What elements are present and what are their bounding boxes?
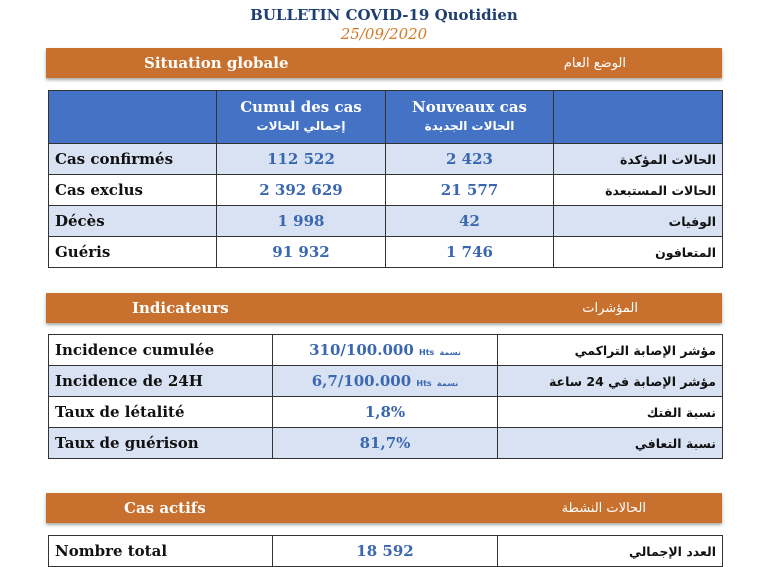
- header-new: [386, 91, 554, 144]
- indicator-value: [273, 335, 498, 366]
- indicator-label-fr: Taux de létalité: [49, 397, 273, 428]
- situation-table: [48, 90, 723, 268]
- table-row: [49, 335, 723, 366]
- indicator-value: [273, 366, 498, 397]
- header-new-ar: الحالات الجديدة: [424, 119, 515, 133]
- indicator-unit-ar: نسمة: [439, 348, 461, 357]
- actifs-table: [48, 535, 723, 567]
- indicateurs-band-fr: Indicateurs: [132, 299, 229, 317]
- row-new-value: 2 423: [386, 144, 554, 175]
- row-label-fr: Guéris: [49, 237, 217, 268]
- table-row: [49, 428, 723, 459]
- row-cumul-value: 1 998: [217, 206, 386, 237]
- row-cumul-value: 91 932: [217, 237, 386, 268]
- row-new-value: 1 746: [386, 237, 554, 268]
- row-label-fr: Cas exclus: [49, 175, 217, 206]
- indicator-label-fr: Taux de guérison: [49, 428, 273, 459]
- indicateurs-band-ar: المؤشرات: [582, 300, 638, 316]
- actifs-band: [46, 493, 722, 523]
- table-row: [49, 366, 723, 397]
- actifs-band-fr: Cas actifs: [124, 499, 206, 517]
- bulletin-date: 25/09/2020: [340, 25, 428, 43]
- header-cumul: [217, 91, 386, 144]
- row-new-value: 21 577: [386, 175, 554, 206]
- actifs-label-ar: العدد الإجمالي: [498, 536, 723, 567]
- row-label-fr: Cas confirmés: [49, 144, 217, 175]
- indicator-unit: Hts: [416, 379, 432, 388]
- header-cumul-ar: إجمالي الحالات: [256, 119, 346, 133]
- row-label-ar: المتعافون: [554, 237, 723, 268]
- indicator-unit-ar: نسمة: [436, 379, 459, 388]
- row-new-value: 42: [386, 206, 554, 237]
- row-label-ar: الوفيات: [554, 206, 723, 237]
- table-row: [49, 237, 723, 268]
- table-row: [49, 397, 723, 428]
- indicator-label-ar: نسبة الفتك: [498, 397, 723, 428]
- indicator-label-ar: نسبة التعافي: [498, 428, 723, 459]
- row-cumul-value: 112 522: [217, 144, 386, 175]
- row-label-ar: الحالات المؤكدة: [554, 144, 723, 175]
- indicator-label-fr: Incidence de 24H: [49, 366, 273, 397]
- indicator-label-ar: مؤشر الإصابة التراكمي: [498, 335, 723, 366]
- indicator-number: 6,7/100.000: [311, 372, 412, 390]
- actifs-label-fr: Nombre total: [49, 536, 273, 567]
- header-empty-cell-right: [554, 91, 723, 144]
- indicator-value: 1,8%: [273, 397, 498, 428]
- header-empty-cell: [49, 91, 217, 144]
- situation-band-fr: Situation globale: [144, 54, 289, 72]
- table-row: [49, 175, 723, 206]
- indicateurs-table: [48, 334, 723, 459]
- indicator-label-ar: مؤشر الإصابة في 24 ساعة: [498, 366, 723, 397]
- situation-header-row: [49, 91, 723, 144]
- situation-band: [46, 48, 722, 78]
- bulletin-title: BULLETIN COVID-19 Quotidien: [250, 6, 518, 24]
- header-new-fr: Nouveaux cas: [412, 98, 527, 116]
- actifs-band-ar: الحالات النشطة: [561, 500, 646, 516]
- indicator-number: 310/100.000: [309, 341, 414, 359]
- row-label-ar: الحالات المستبعدة: [554, 175, 723, 206]
- row-cumul-value: 2 392 629: [217, 175, 386, 206]
- header-cumul-fr: Cumul des cas: [240, 98, 362, 116]
- table-row: [49, 144, 723, 175]
- indicator-label-fr: Incidence cumulée: [49, 335, 273, 366]
- table-row: [49, 206, 723, 237]
- indicator-value: 81,7%: [273, 428, 498, 459]
- table-row: [49, 536, 723, 567]
- indicator-unit: Hts: [419, 348, 435, 357]
- row-label-fr: Décès: [49, 206, 217, 237]
- indicateurs-band: [46, 293, 722, 323]
- situation-band-ar: الوضع العام: [563, 55, 626, 71]
- actifs-value: 18 592: [273, 536, 498, 567]
